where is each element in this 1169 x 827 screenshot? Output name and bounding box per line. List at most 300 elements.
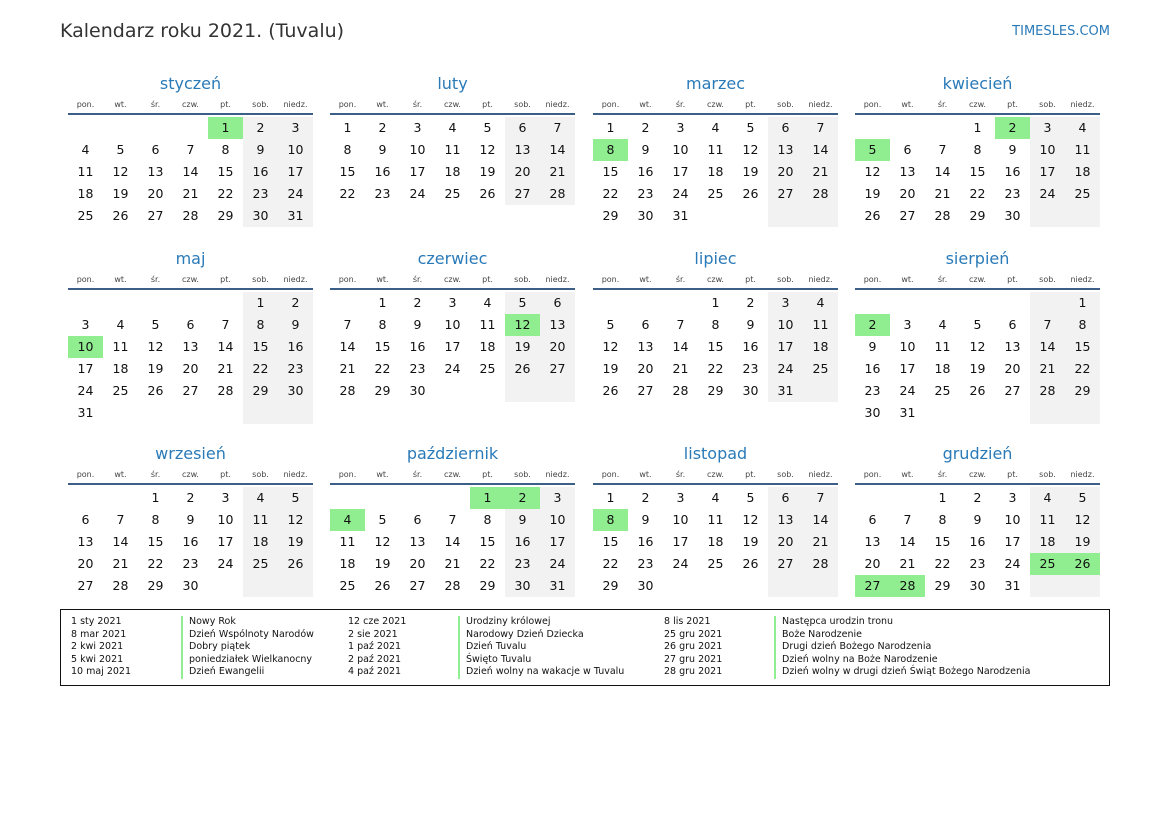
month-header-rule: [855, 288, 1100, 290]
day-cell: 7: [540, 117, 575, 139]
month-header-rule: [593, 288, 838, 290]
weekday-label: wt.: [114, 470, 127, 479]
holiday-name: Następca urodzin tronu: [774, 616, 893, 629]
weekday-label: wt.: [901, 275, 914, 284]
day-cell: 13: [77, 534, 94, 549]
day-cell: 22: [602, 556, 619, 571]
day-cell: 22: [1065, 358, 1100, 380]
day-cell: 15: [479, 534, 496, 549]
day-cell: 23: [742, 361, 759, 376]
holiday-day-cell: 25: [1030, 553, 1065, 575]
day-cell: 26: [112, 208, 129, 223]
day-cell: 24: [899, 383, 916, 398]
day-cell: 14: [899, 534, 916, 549]
weekday-label: czw.: [182, 275, 199, 284]
day-cell: 17: [1004, 534, 1021, 549]
month-header-rule: [68, 288, 313, 290]
day-cell: 6: [768, 117, 803, 139]
day-cell: 7: [903, 512, 912, 527]
holiday-name: Urodziny królowej: [458, 616, 551, 629]
day-cell: 20: [864, 556, 881, 571]
holiday-name: Narodowy Dzień Dziecka: [458, 629, 584, 642]
weekday-label: śr.: [412, 470, 423, 479]
day-cell: 14: [803, 509, 838, 531]
day-cell: 5: [378, 512, 387, 527]
month-name: luty: [437, 74, 468, 93]
day-cell: 29: [147, 578, 164, 593]
weekday-label: wt.: [114, 100, 127, 109]
weekday-label: pon.: [601, 470, 620, 479]
weekday-label: pon.: [338, 100, 357, 109]
day-cell: 18: [112, 361, 129, 376]
day-cell: 22: [707, 361, 724, 376]
day-cell: 24: [768, 358, 803, 380]
day-cell: 11: [1030, 509, 1065, 531]
day-cell: 30: [278, 380, 313, 402]
day-cell: 12: [742, 512, 759, 527]
day-cell: 28: [934, 208, 951, 223]
day-cell: 6: [768, 487, 803, 509]
day-cell: 5: [1065, 487, 1100, 509]
weekday-label: czw.: [707, 470, 724, 479]
day-cell: 21: [540, 161, 575, 183]
day-cell: 19: [969, 361, 986, 376]
month-header-rule: [855, 113, 1100, 115]
day-cell: 8: [1065, 314, 1100, 336]
holiday-date: 1 sty 2021: [71, 616, 122, 627]
day-cell: 23: [1004, 186, 1021, 201]
day-cell: 8: [973, 142, 982, 157]
month-name: sierpień: [945, 249, 1010, 268]
weekday-label: śr.: [675, 470, 686, 479]
day-cell: 12: [374, 534, 391, 549]
day-cell: 4: [803, 292, 838, 314]
month-header-rule: [855, 483, 1100, 485]
legend-row: [664, 666, 1094, 679]
day-cell: 25: [243, 553, 278, 575]
day-cell: 29: [1065, 380, 1100, 402]
day-cell: 20: [1004, 361, 1021, 376]
day-cell: 29: [969, 208, 986, 223]
day-cell: 14: [112, 534, 129, 549]
weekday-label: czw.: [969, 100, 986, 109]
holiday-name: Dzień wolny na wakacje w Tuvalu: [458, 666, 624, 679]
holiday-day-cell: 10: [68, 336, 103, 358]
day-cell: 26: [742, 556, 759, 571]
day-cell: 16: [1004, 164, 1021, 179]
day-cell: 30: [1004, 208, 1021, 223]
legend-row: [348, 616, 618, 629]
holiday-day-cell: 1: [208, 117, 243, 139]
day-cell: 21: [672, 361, 689, 376]
day-cell: 17: [77, 361, 94, 376]
holiday-date: 8 lis 2021: [664, 616, 711, 627]
legend-row: [71, 654, 341, 667]
day-cell: 8: [711, 317, 720, 332]
month-block: [593, 444, 838, 614]
weekday-label: niedz.: [545, 100, 570, 109]
day-cell: 9: [243, 139, 278, 161]
weekday-label: pon.: [863, 100, 882, 109]
day-cell: 11: [243, 509, 278, 531]
day-cell: 6: [641, 317, 650, 332]
day-cell: 17: [409, 164, 426, 179]
day-cell: 27: [637, 383, 654, 398]
holiday-name: Dzień wolny na Boże Narodzenie: [774, 654, 938, 667]
month-block: [330, 74, 575, 244]
weekday-label: śr.: [150, 100, 161, 109]
day-cell: 27: [147, 208, 164, 223]
day-cell: 7: [186, 142, 195, 157]
weekend-shade: [243, 575, 278, 597]
day-cell: 29: [374, 383, 391, 398]
day-cell: 7: [448, 512, 457, 527]
holiday-day-cell: 8: [593, 509, 628, 531]
day-cell: 26: [602, 383, 619, 398]
day-cell: 20: [637, 361, 654, 376]
month-header-rule: [330, 288, 575, 290]
day-cell: 24: [217, 556, 234, 571]
weekend-shade: [768, 205, 803, 227]
day-cell: 23: [409, 361, 426, 376]
weekday-label: niedz.: [1070, 275, 1095, 284]
weekday-label: wt.: [901, 470, 914, 479]
day-cell: 30: [969, 578, 986, 593]
day-cell: 19: [864, 186, 881, 201]
day-cell: 26: [278, 553, 313, 575]
weekend-shade: [1030, 402, 1065, 424]
day-cell: 30: [864, 405, 881, 420]
day-cell: 5: [151, 317, 160, 332]
day-cell: 10: [540, 509, 575, 531]
holiday-day-cell: 12: [505, 314, 540, 336]
day-cell: 10: [1004, 512, 1021, 527]
day-cell: 7: [1030, 314, 1065, 336]
weekday-label: wt.: [901, 100, 914, 109]
day-cell: 2: [278, 292, 313, 314]
day-cell: 6: [903, 142, 912, 157]
day-cell: 25: [707, 186, 724, 201]
day-cell: 7: [803, 117, 838, 139]
weekday-label: pon.: [338, 470, 357, 479]
day-cell: 4: [243, 487, 278, 509]
month-block: [68, 74, 313, 244]
day-cell: 2: [413, 295, 422, 310]
day-cell: 4: [448, 120, 457, 135]
weekday-label: niedz.: [1070, 470, 1095, 479]
day-cell: 19: [602, 361, 619, 376]
day-cell: 20: [768, 531, 803, 553]
day-cell: 4: [483, 295, 492, 310]
month-header-rule: [68, 483, 313, 485]
month-name: październik: [406, 444, 499, 463]
weekday-label: pt.: [1007, 100, 1018, 109]
day-cell: 26: [147, 383, 164, 398]
month-name: listopad: [683, 444, 748, 463]
brand-link[interactable]: TIMESLES.COM: [1012, 24, 1110, 39]
day-cell: 25: [803, 358, 838, 380]
day-cell: 4: [1030, 487, 1065, 509]
weekday-label: niedz.: [808, 100, 833, 109]
day-cell: 27: [1004, 383, 1021, 398]
day-cell: 13: [505, 139, 540, 161]
day-cell: 3: [278, 117, 313, 139]
month-name: maj: [175, 249, 206, 268]
day-cell: 3: [676, 120, 685, 135]
day-cell: 2: [186, 490, 195, 505]
weekday-label: sob.: [1039, 100, 1056, 109]
day-cell: 23: [374, 186, 391, 201]
weekday-label: wt.: [639, 470, 652, 479]
day-cell: 10: [278, 139, 313, 161]
day-cell: 4: [81, 142, 90, 157]
day-cell: 2: [641, 490, 650, 505]
day-cell: 25: [707, 556, 724, 571]
day-cell: 19: [112, 186, 129, 201]
legend-row: [71, 616, 341, 629]
day-cell: 23: [864, 383, 881, 398]
day-cell: 10: [768, 314, 803, 336]
day-cell: 17: [1030, 161, 1065, 183]
holiday-legend: [60, 609, 1110, 686]
day-cell: 21: [934, 186, 951, 201]
day-cell: 18: [1065, 161, 1100, 183]
day-cell: 21: [217, 361, 234, 376]
legend-row: [664, 629, 1094, 642]
day-cell: 6: [413, 512, 422, 527]
month-block: [593, 249, 838, 419]
day-cell: 24: [672, 556, 689, 571]
weekday-label: niedz.: [283, 100, 308, 109]
day-cell: 11: [339, 534, 356, 549]
day-cell: 16: [243, 161, 278, 183]
day-cell: 22: [243, 358, 278, 380]
day-cell: 20: [77, 556, 94, 571]
weekday-label: pt.: [482, 470, 493, 479]
day-cell: 27: [768, 553, 803, 575]
day-cell: 26: [864, 208, 881, 223]
weekday-label: śr.: [412, 275, 423, 284]
weekend-shade: [278, 402, 313, 424]
day-cell: 16: [505, 531, 540, 553]
weekday-label: czw.: [969, 275, 986, 284]
holiday-day-cell: 8: [593, 139, 628, 161]
legend-row: [71, 666, 341, 679]
day-cell: 13: [768, 509, 803, 531]
day-cell: 1: [243, 292, 278, 314]
holiday-name: Dobry piątek: [181, 641, 250, 654]
weekday-label: pon.: [76, 470, 95, 479]
day-cell: 3: [448, 295, 457, 310]
day-cell: 23: [637, 186, 654, 201]
weekday-label: pt.: [745, 275, 756, 284]
day-cell: 16: [637, 164, 654, 179]
day-cell: 28: [339, 383, 356, 398]
day-cell: 3: [903, 317, 912, 332]
month-block: [855, 249, 1100, 419]
day-cell: 28: [112, 578, 129, 593]
day-cell: 30: [742, 383, 759, 398]
month-header-rule: [593, 113, 838, 115]
weekday-label: pon.: [863, 470, 882, 479]
day-cell: 27: [182, 383, 199, 398]
day-cell: 11: [707, 142, 724, 157]
day-cell: 10: [217, 512, 234, 527]
weekday-label: pt.: [220, 275, 231, 284]
month-name: kwiecień: [942, 74, 1013, 93]
holiday-date: 28 gru 2021: [664, 666, 723, 678]
day-cell: 11: [803, 314, 838, 336]
day-cell: 18: [934, 361, 951, 376]
day-cell: 22: [147, 556, 164, 571]
day-cell: 17: [217, 534, 234, 549]
day-cell: 2: [378, 120, 387, 135]
weekday-label: czw.: [182, 470, 199, 479]
legend-row: [71, 629, 341, 642]
weekend-shade: [278, 575, 313, 597]
day-cell: 16: [969, 534, 986, 549]
weekday-label: czw.: [707, 100, 724, 109]
month-block: [855, 74, 1100, 244]
month-block: [68, 444, 313, 614]
weekday-label: niedz.: [545, 470, 570, 479]
day-cell: 18: [77, 186, 94, 201]
day-cell: 19: [742, 164, 759, 179]
day-cell: 11: [934, 339, 951, 354]
day-cell: 21: [803, 531, 838, 553]
day-cell: 12: [278, 509, 313, 531]
legend-row: [664, 641, 1094, 654]
day-cell: 12: [479, 142, 496, 157]
weekday-label: sob.: [777, 275, 794, 284]
holiday-day-cell: 2: [505, 487, 540, 509]
day-cell: 7: [116, 512, 125, 527]
day-cell: 26: [742, 186, 759, 201]
weekday-label: pt.: [1007, 470, 1018, 479]
day-cell: 24: [77, 383, 94, 398]
day-cell: 21: [1030, 358, 1065, 380]
day-cell: 2: [746, 295, 755, 310]
legend-row: [664, 654, 1094, 667]
weekend-shade: [1065, 402, 1100, 424]
day-cell: 20: [899, 186, 916, 201]
day-cell: 9: [641, 142, 650, 157]
day-cell: 11: [1065, 139, 1100, 161]
day-cell: 12: [1065, 509, 1100, 531]
day-cell: 3: [81, 317, 90, 332]
day-cell: 15: [243, 336, 278, 358]
month-header-rule: [593, 483, 838, 485]
day-cell: 7: [676, 317, 685, 332]
day-cell: 1: [606, 120, 615, 135]
day-cell: 5: [746, 120, 755, 135]
day-cell: 13: [182, 339, 199, 354]
weekday-label: śr.: [150, 470, 161, 479]
holiday-name: Drugi dzień Bożego Narodzenia: [774, 641, 931, 654]
day-cell: 19: [479, 164, 496, 179]
day-cell: 7: [221, 317, 230, 332]
weekend-shade: [1065, 575, 1100, 597]
month-block: [68, 249, 313, 419]
day-cell: 17: [444, 339, 461, 354]
day-cell: 21: [803, 161, 838, 183]
weekday-label: czw.: [182, 100, 199, 109]
month-name: wrzesień: [155, 444, 226, 463]
day-cell: 28: [540, 183, 575, 205]
weekday-label: sob.: [514, 100, 531, 109]
weekday-label: pt.: [220, 100, 231, 109]
holiday-name: Dzień Wspólnoty Narodów: [181, 629, 314, 642]
day-cell: 24: [409, 186, 426, 201]
day-cell: 20: [409, 556, 426, 571]
holiday-name: Nowy Rok: [181, 616, 236, 629]
weekday-label: wt.: [114, 275, 127, 284]
weekend-shade: [1030, 205, 1065, 227]
weekend-shade: [505, 380, 540, 402]
day-cell: 16: [409, 339, 426, 354]
day-cell: 10: [1030, 139, 1065, 161]
holiday-date: 8 mar 2021: [71, 628, 127, 640]
day-cell: 13: [864, 534, 881, 549]
holiday-date: 25 gru 2021: [664, 628, 723, 640]
day-cell: 11: [444, 142, 461, 157]
day-cell: 1: [606, 490, 615, 505]
day-cell: 26: [374, 578, 391, 593]
day-cell: 13: [147, 164, 164, 179]
day-cell: 25: [479, 361, 496, 376]
holiday-day-cell: 27: [855, 575, 890, 597]
day-cell: 1: [151, 490, 160, 505]
day-cell: 16: [374, 164, 391, 179]
day-cell: 17: [768, 336, 803, 358]
day-cell: 18: [243, 531, 278, 553]
weekday-label: pt.: [745, 470, 756, 479]
day-cell: 16: [637, 534, 654, 549]
weekday-label: pon.: [76, 275, 95, 284]
day-cell: 12: [969, 339, 986, 354]
day-cell: 4: [1065, 117, 1100, 139]
legend-row: [348, 641, 618, 654]
day-cell: 30: [637, 208, 654, 223]
legend-row: [348, 666, 625, 679]
day-cell: 6: [151, 142, 160, 157]
day-cell: 28: [444, 578, 461, 593]
holiday-date: 26 gru 2021: [664, 641, 723, 653]
day-cell: 14: [803, 139, 838, 161]
day-cell: 9: [1008, 142, 1017, 157]
holiday-name: Dzień Tuvalu: [458, 641, 526, 654]
day-cell: 21: [444, 556, 461, 571]
weekday-label: pon.: [863, 275, 882, 284]
legend-row: [348, 629, 618, 642]
day-cell: 3: [221, 490, 230, 505]
holiday-day-cell: 5: [855, 139, 890, 161]
day-cell: 3: [413, 120, 422, 135]
day-cell: 10: [672, 142, 689, 157]
day-cell: 15: [602, 164, 619, 179]
month-block: [855, 444, 1100, 614]
day-cell: 6: [505, 117, 540, 139]
day-cell: 13: [899, 164, 916, 179]
weekday-label: pon.: [601, 100, 620, 109]
day-cell: 25: [77, 208, 94, 223]
weekend-shade: [803, 575, 838, 597]
day-cell: 22: [217, 186, 234, 201]
month-name: czerwiec: [417, 249, 488, 268]
day-cell: 5: [505, 292, 540, 314]
day-cell: 30: [182, 578, 199, 593]
weekday-label: sob.: [252, 470, 269, 479]
